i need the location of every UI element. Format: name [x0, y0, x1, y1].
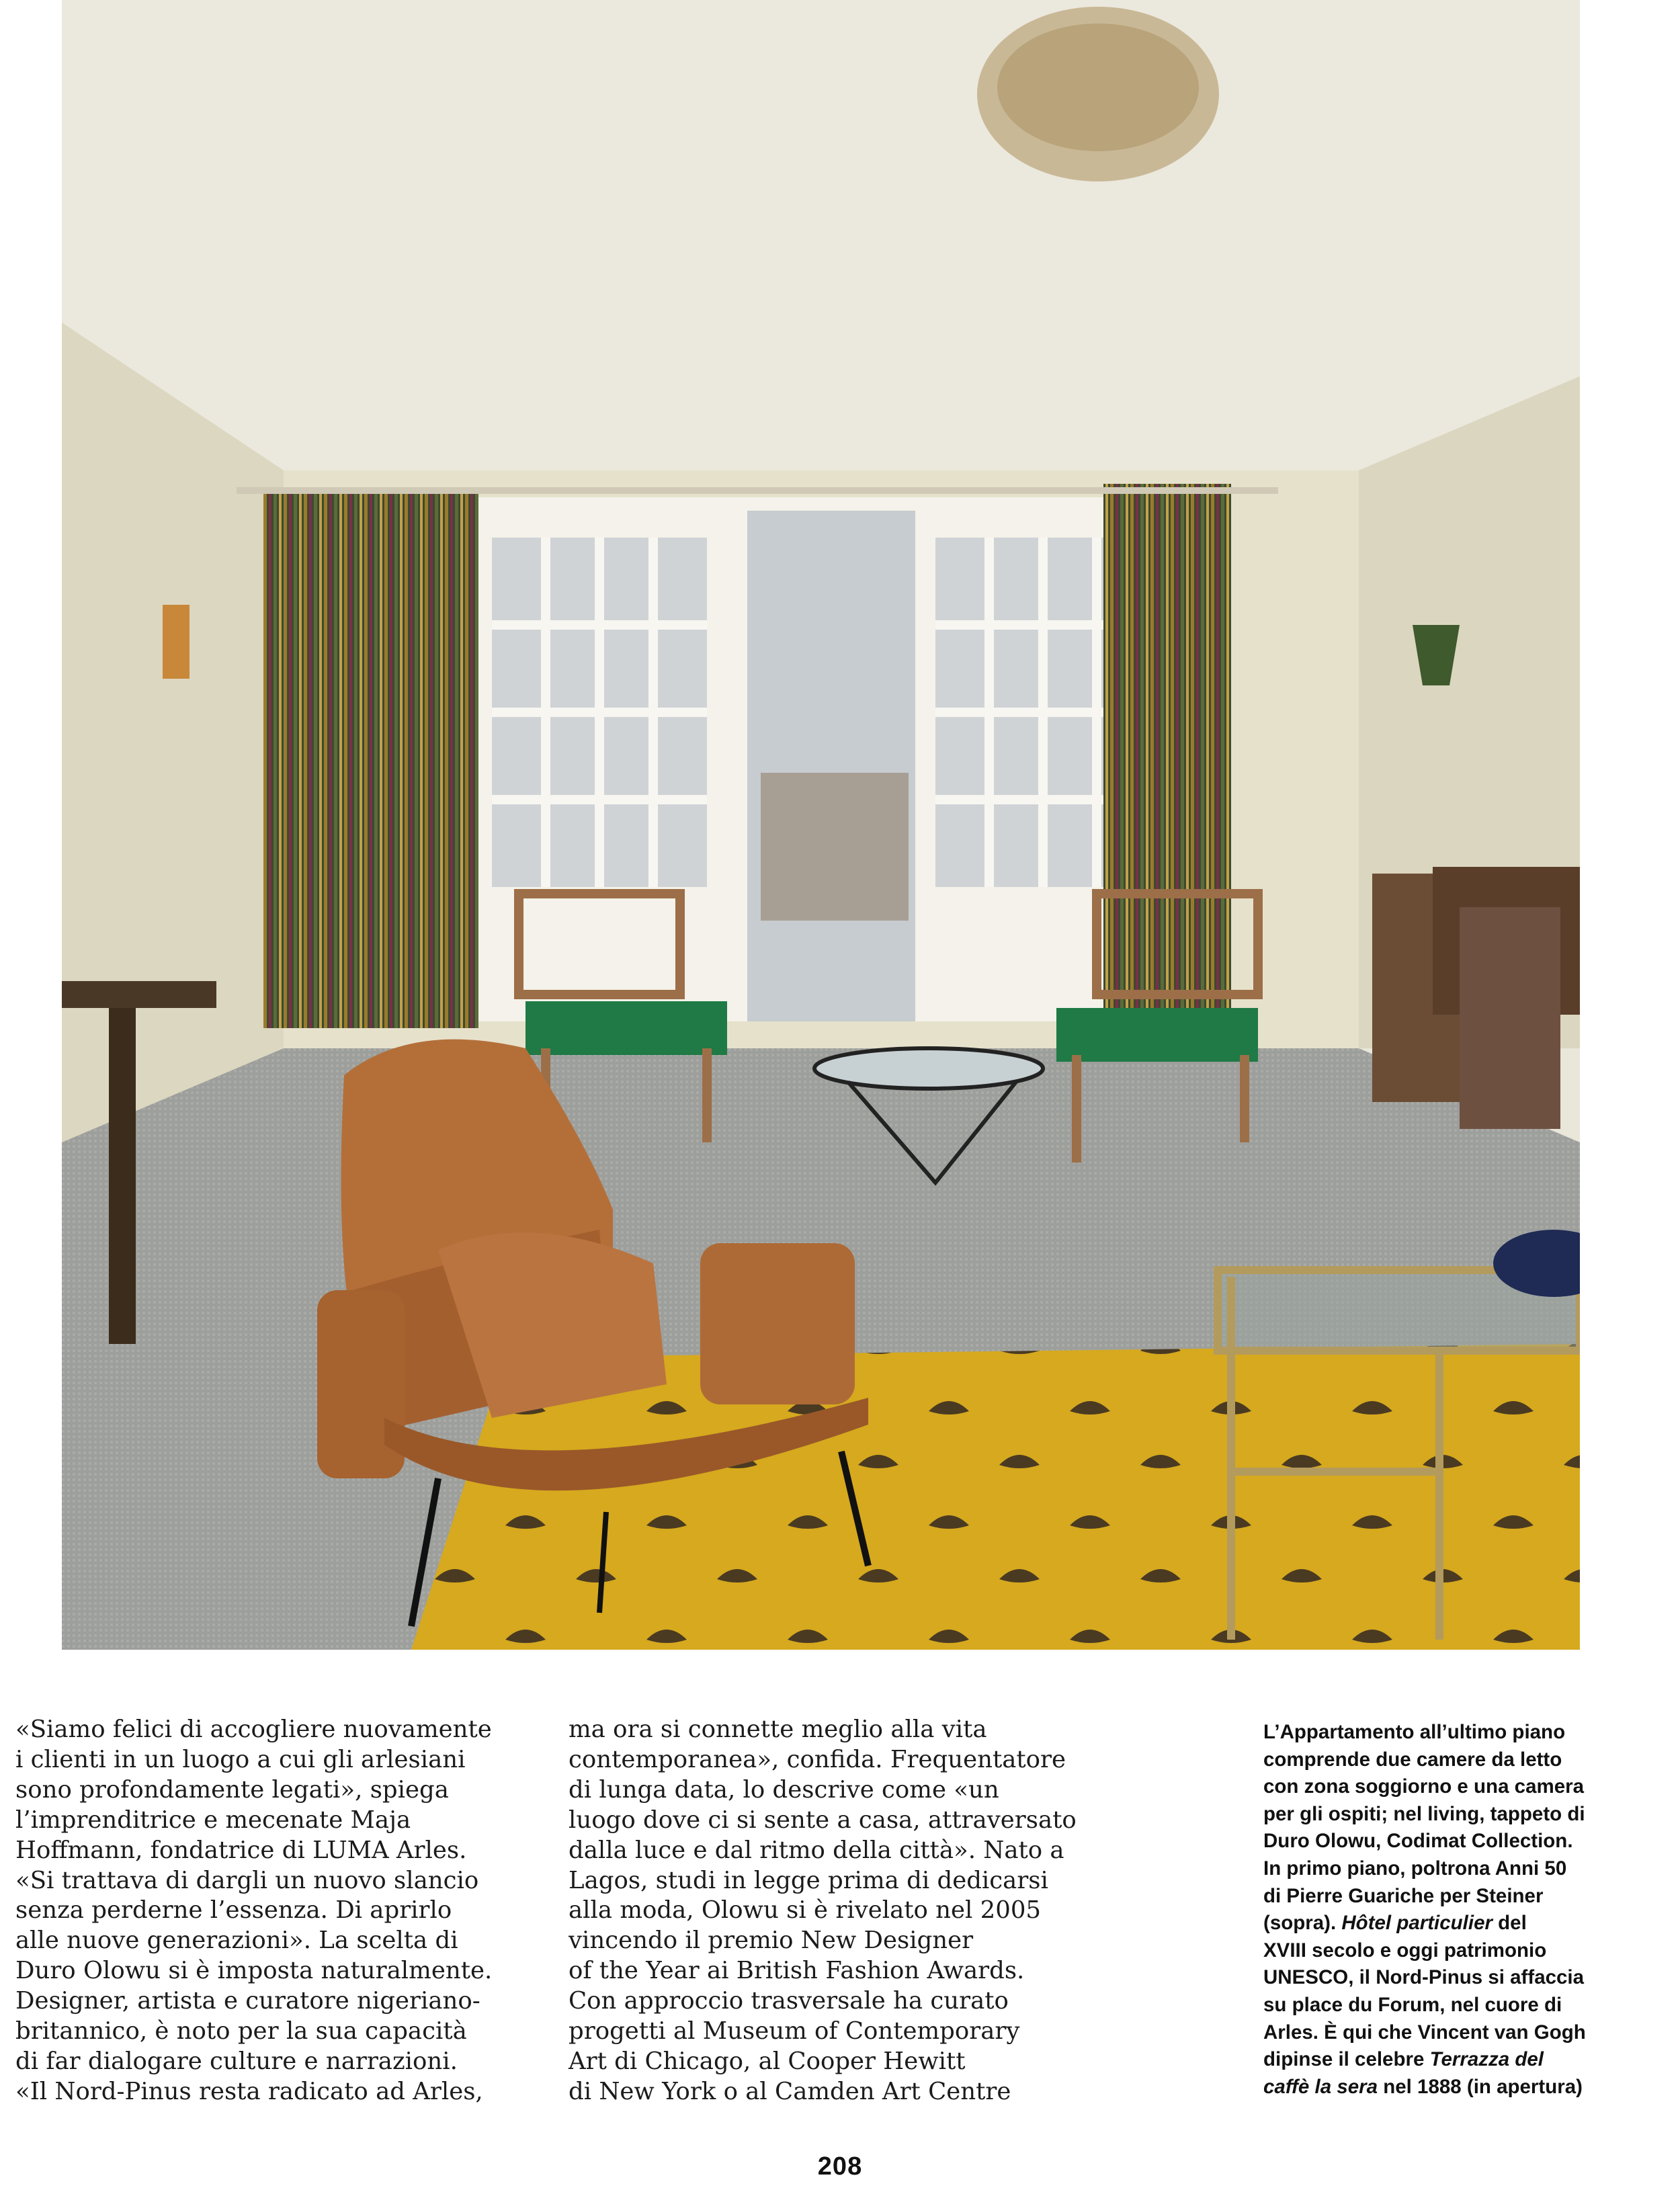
- caption-italic-painting: Terrazza del caffè la sera: [1263, 2048, 1544, 2098]
- caption-text-2: del XVIII secolo e oggi patrimonio UNESCO, il Nord-Pinus si affaccia su place du Forum, nel cuore di Arles. È qui che Vincent van Gogh dipinse il celebre: [1263, 1912, 1586, 2071]
- photo-caption: [1263, 1719, 1667, 2101]
- article-column-2: ma ora si connette meglio alla vita contemporanea», confida. Frequentatore di lunga data, lo descrive come «un luogo dove ci si sente a casa, attraversato dalla luce e dal ritmo della città». Nato a Lagos, studi in legge prima di dedicarsi alla moda, Olowu si è rivelato nel 2005 vincendo il premio New Designer of the Year ai British Fashion Awards. Con approccio trasversale ha curato progetti al Museum of Contemporary Art di Chicago, al Cooper Hewitt di New York o al Camden Art Centre: [569, 1716, 1077, 2105]
- caption-italic-hotel: Hôtel particulier: [1341, 1912, 1493, 1935]
- room-illustration: [62, 0, 1580, 1650]
- caption-text-1: L’Appartamento all’ultimo piano comprende due camere da letto con zona soggiorno e una camera per gli ospiti; nel living, tappeto di Duro Olowu, Codimat Collection. In primo piano, poltrona Anni 50 di Pierre Guariche per Steiner (sopra).: [1263, 1721, 1585, 1935]
- caption-text-3: nel 1888 (in apertura): [1378, 2075, 1583, 2098]
- article-column-1: «Siamo felici di accogliere nuovamente i clienti in un luogo a cui gli arlesiani sono profondamente legati», spiega l’imprenditrice e mecenate Maja Hoffmann, fondatrice di LUMA Arles. «Si trattava di dargli un nuovo slancio senza perderne l’essenza. Di aprirlo alle nuove generazioni». La scelta di Duro Olowu si è imposta naturalmente. Designer, artista e curatore nigeriano- britannico, è noto per la sua capacità di far dialogare culture e narrazioni. «Il Nord-Pinus resta radicato ad Arles,: [15, 1716, 493, 2105]
- page-number: 208: [817, 2152, 863, 2181]
- room-photo: [62, 0, 1580, 1650]
